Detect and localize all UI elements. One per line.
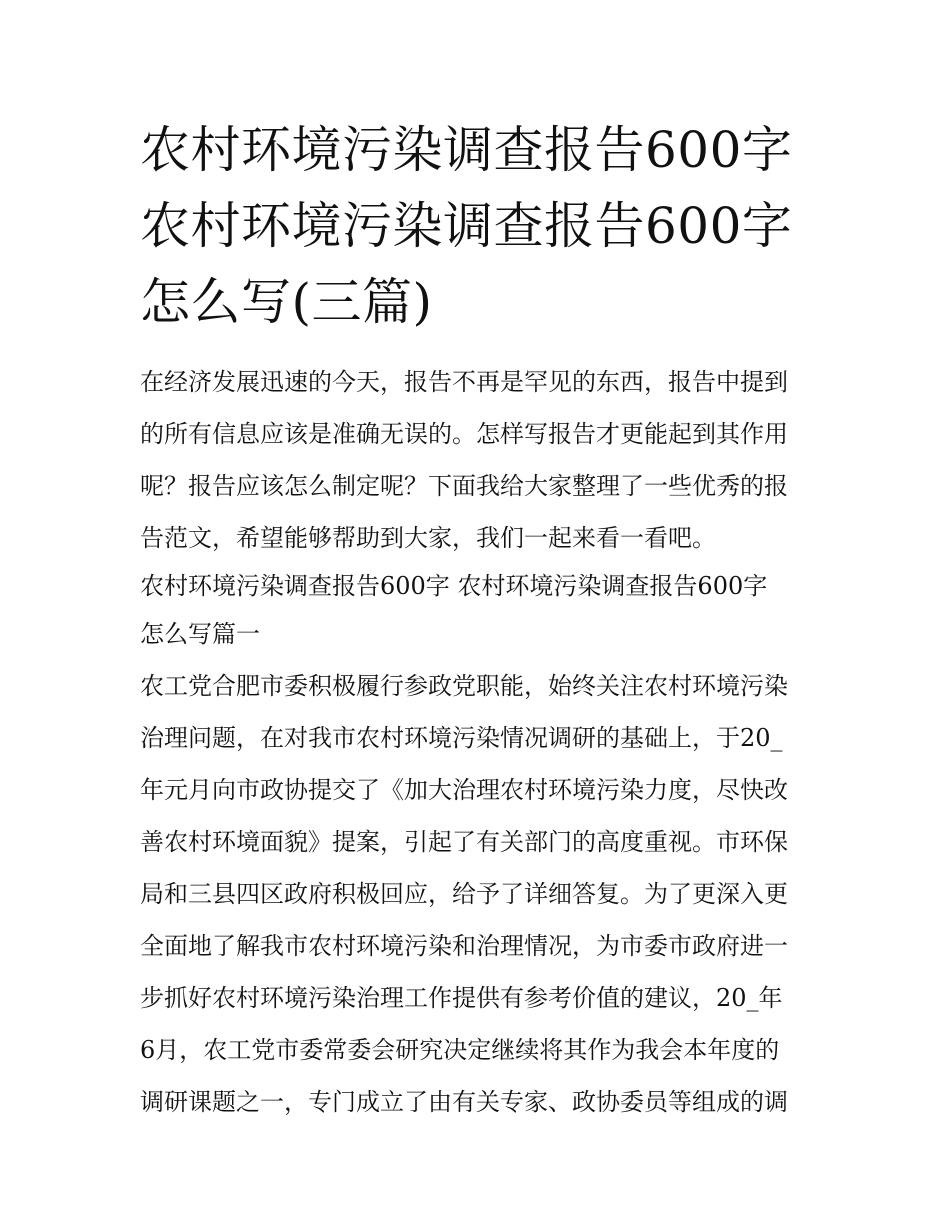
text-line: 在经济发展迅速的今天，报告不再是罕见的东西，报告中提到 xyxy=(140,368,788,396)
text-line: 农工党合肥市委积极履行参政党职能，始终关注农村环境污染 xyxy=(140,672,788,700)
text-line: 调研课题之一，专门成立了由有关专家、政协委员等组成的调 xyxy=(140,1088,788,1116)
text-line: 步抓好农村环境污染治理工作提供有参考价值的建议，20_年 xyxy=(140,984,783,1012)
text-line: 善农村环境面貌》提案，引起了有关部门的高度重视。市环保 xyxy=(140,828,788,856)
text-line: 告范文，希望能够帮助到大家，我们一起来看一看吧。 xyxy=(140,524,716,552)
text-line: 局和三县四区政府积极回应，给予了详细答复。为了更深入更 xyxy=(140,880,788,908)
text-line: 的所有信息应该是准确无误的。怎样写报告才更能起到其作用 xyxy=(140,420,788,448)
title-line: 农村环境污染调查报告600字 xyxy=(140,197,793,255)
text-line: 农村环境污染调查报告600字 农村环境污染调查报告600字 xyxy=(140,572,768,600)
title-line: 农村环境污染调查报告600字 xyxy=(140,121,793,179)
text-line: 呢？报告应该怎么制定呢？下面我给大家整理了一些优秀的报 xyxy=(140,472,788,500)
text-line: 怎么写篇一 xyxy=(140,620,260,648)
text-line: 治理问题，在对我市农村环境污染情况调研的基础上，于20_ xyxy=(140,724,783,752)
intro-paragraph xyxy=(140,356,820,564)
document-body xyxy=(140,356,820,1128)
body-paragraph xyxy=(140,660,820,1128)
text-line: 年元月向市政协提交了《加大治理农村环境污染力度，尽快改 xyxy=(140,776,788,804)
text-line: 6月，农工党市委常委会研究决定继续将其作为我会本年度的 xyxy=(140,1036,780,1064)
section-heading xyxy=(140,562,820,658)
text-line: 全面地了解我市农村环境污染和治理情况，为市委市政府进一 xyxy=(140,932,788,960)
document-title xyxy=(140,112,840,340)
title-line: 怎么写(三篇) xyxy=(140,273,433,331)
